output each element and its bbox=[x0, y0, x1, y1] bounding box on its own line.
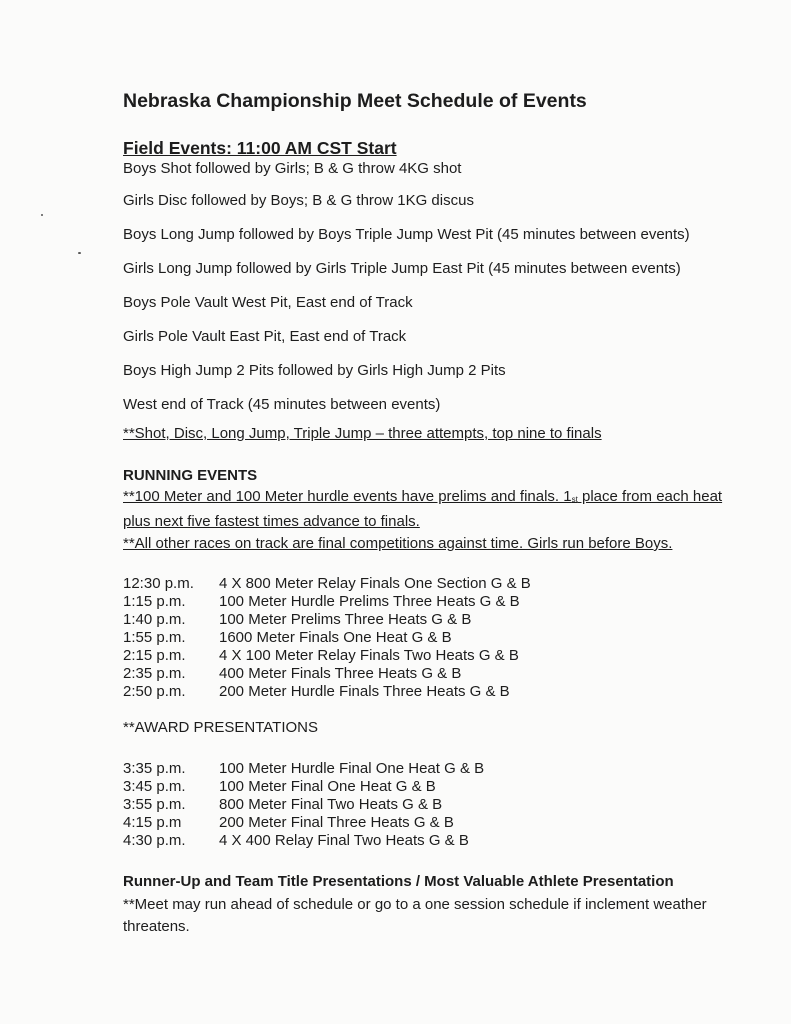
event-name: 200 Meter Hurdle Finals Three Heats G & B bbox=[219, 683, 510, 700]
page-title: Nebraska Championship Meet Schedule of Events bbox=[123, 90, 587, 112]
field-events-note: **Shot, Disc, Long Jump, Triple Jump – three attempts, top nine to finals bbox=[123, 425, 602, 442]
table-row bbox=[123, 814, 484, 832]
event-name: 200 Meter Final Three Heats G & B bbox=[219, 814, 454, 831]
scan-speck bbox=[41, 214, 43, 216]
event-name: 100 Meter Hurdle Prelims Three Heats G & B bbox=[219, 593, 520, 610]
event-time: 2:50 p.m. bbox=[123, 683, 186, 700]
document-body bbox=[123, 88, 753, 938]
field-events-section bbox=[123, 138, 753, 444]
field-event-item: West end of Track (45 minutes between events) bbox=[123, 396, 441, 413]
event-time: 1:40 p.m. bbox=[123, 611, 186, 628]
running-events-note-finals: **All other races on track are final competitions against time. Girls run before Boys. bbox=[123, 535, 673, 552]
event-name: 100 Meter Hurdle Final One Heat G & B bbox=[219, 760, 485, 777]
table-row bbox=[123, 629, 531, 647]
event-name: 4 X 100 Meter Relay Finals Two Heats G & B bbox=[219, 647, 519, 664]
running-schedule-table bbox=[123, 575, 531, 701]
event-time: 1:15 p.m. bbox=[123, 593, 186, 610]
running-events-section bbox=[123, 466, 753, 701]
field-event-item: Boys Long Jump followed by Boys Triple Jump West Pit (45 minutes between events) bbox=[123, 226, 690, 243]
field-events-heading: Field Events: 11:00 AM CST Start bbox=[123, 138, 397, 158]
field-event-item: Boys Pole Vault West Pit, East end of Track bbox=[123, 294, 413, 311]
field-event-item: Girls Disc followed by Boys; B & G throw 1KG discus bbox=[123, 192, 474, 209]
event-name: 4 X 400 Relay Final Two Heats G & B bbox=[219, 832, 469, 849]
event-time: 1:55 p.m. bbox=[123, 629, 186, 646]
table-row bbox=[123, 611, 531, 629]
event-time: 2:35 p.m. bbox=[123, 665, 186, 682]
closing-section bbox=[123, 872, 753, 938]
awards-schedule-table bbox=[123, 760, 484, 850]
ordinal-suffix: st bbox=[571, 495, 578, 504]
table-row bbox=[123, 647, 531, 665]
running-note-text: **100 Meter and 100 Meter hurdle events have prelims and finals. 1 bbox=[123, 488, 572, 505]
field-events-list bbox=[123, 158, 753, 422]
event-name: 800 Meter Final Two Heats G & B bbox=[219, 796, 443, 813]
field-event-item: Boys High Jump 2 Pits followed by Girls High Jump 2 Pits bbox=[123, 362, 506, 379]
table-row bbox=[123, 796, 484, 814]
running-events-heading: RUNNING EVENTS bbox=[123, 467, 258, 484]
table-row bbox=[123, 683, 531, 701]
running-events-note-prelims bbox=[123, 486, 753, 533]
presentations-heading: Runner-Up and Team Title Presentations / Most Valuable Athlete Presentation bbox=[123, 873, 674, 890]
event-name: 100 Meter Final One Heat G & B bbox=[219, 778, 436, 795]
field-event-item: Girls Pole Vault East Pit, East end of Track bbox=[123, 328, 407, 345]
running-note-text: place from each heat plus next five fastest times advance to finals. bbox=[123, 488, 723, 530]
event-time: 3:45 p.m. bbox=[123, 778, 186, 795]
field-event-item: Boys Shot followed by Girls; B & G throw 4KG shot bbox=[123, 160, 462, 177]
event-name: 4 X 800 Meter Relay Finals One Section G & B bbox=[219, 575, 531, 592]
table-row bbox=[123, 593, 531, 611]
event-name: 400 Meter Finals Three Heats G & B bbox=[219, 665, 462, 682]
event-name: 100 Meter Prelims Three Heats G & B bbox=[219, 611, 472, 628]
table-row bbox=[123, 832, 484, 850]
weather-note: **Meet may run ahead of schedule or go to a one session schedule if inclement weather threatens. bbox=[123, 896, 707, 935]
table-row bbox=[123, 575, 531, 593]
event-time: 4:30 p.m. bbox=[123, 832, 186, 849]
awards-heading: **AWARD PRESENTATIONS bbox=[123, 719, 319, 736]
table-row bbox=[123, 778, 484, 796]
scan-speck bbox=[78, 252, 81, 254]
field-event-item: Girls Long Jump followed by Girls Triple Jump East Pit (45 minutes between events) bbox=[123, 260, 681, 277]
event-time: 2:15 p.m. bbox=[123, 647, 186, 664]
event-time: 3:55 p.m. bbox=[123, 796, 186, 813]
table-row bbox=[123, 665, 531, 683]
event-time: 4:15 p.m bbox=[123, 814, 182, 831]
event-time: 12:30 p.m. bbox=[123, 575, 194, 592]
event-name: 1600 Meter Finals One Heat G & B bbox=[219, 629, 452, 646]
event-time: 3:35 p.m. bbox=[123, 760, 186, 777]
awards-section bbox=[123, 718, 753, 850]
table-row bbox=[123, 760, 484, 778]
